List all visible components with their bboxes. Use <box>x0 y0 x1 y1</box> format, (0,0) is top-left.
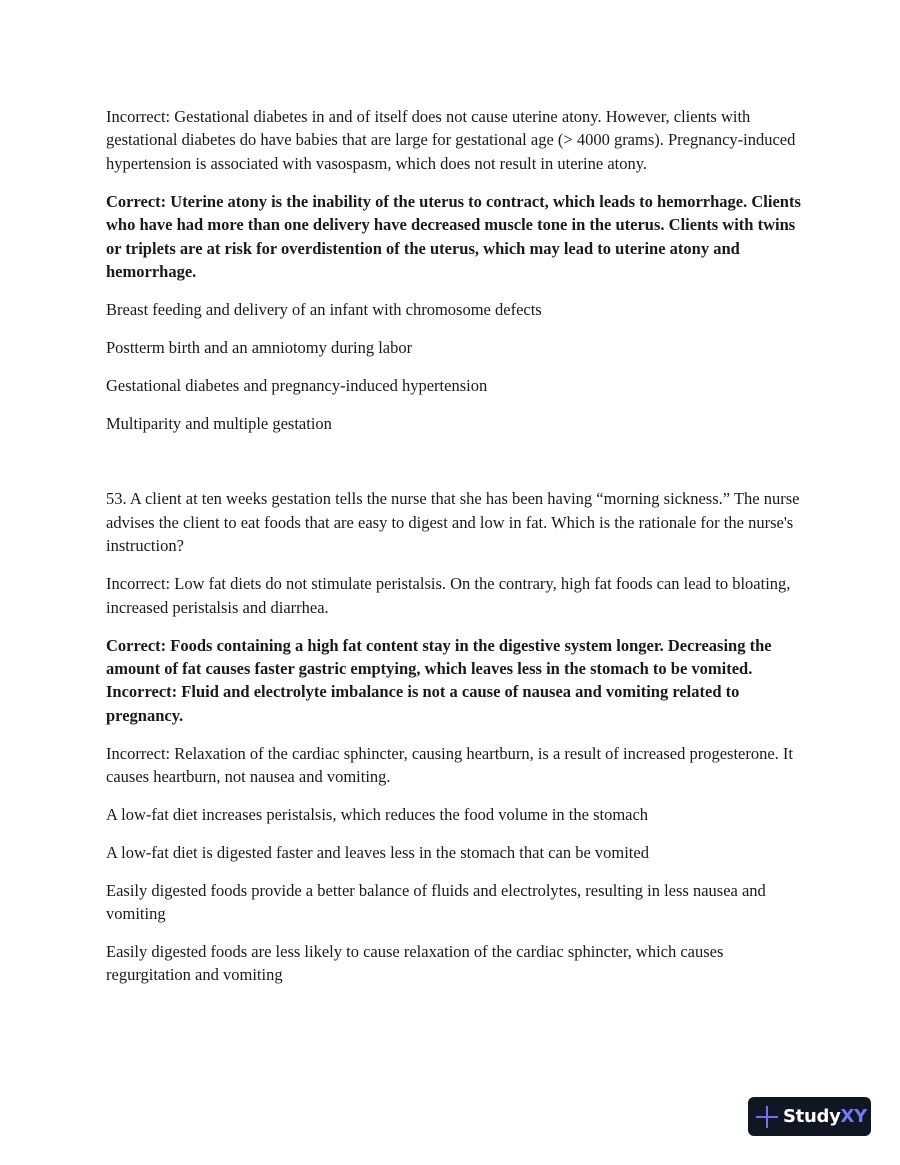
q52-option-3: Gestational diabetes and pregnancy-induced hypertension <box>106 375 488 395</box>
brand-name-part1: Study <box>783 1106 841 1127</box>
q53-option-1: A low-fat diet increases peristalsis, which reduces the food volume in the stomach <box>106 804 649 824</box>
brand-name-part2: XY <box>840 1106 867 1127</box>
q53-explanation-incorrect-1: Incorrect: Low fat diets do not stimulate peristalsis. On the contrary, high fat foods can lead to bloating, increased peristalsis and diarrhea. <box>106 574 791 617</box>
document-page <box>106 105 806 1001</box>
section-spacer <box>106 449 806 487</box>
q53-explanation-correct: Correct: Foods containing a high fat content stay in the digestive system longer. Decreasing the amount of fat causes faster gastric emptying, which leaves less in the stomach to be vomited. Incorrect: Fluid and electrolyte imbalance is not a cause of nausea and vomiting related to pregnancy. <box>106 635 772 725</box>
q52-option-2: Postterm birth and an amniotomy during labor <box>106 337 413 357</box>
plus-icon <box>756 1106 778 1128</box>
q53-question: 53. A client at ten weeks gestation tells the nurse that she has been having “morning sickness.” The nurse advises the client to eat foods that are easy to digest and low in fat. Which is the rationale for the nurse's instruction? <box>106 489 800 556</box>
q53-explanation-incorrect-2: Incorrect: Relaxation of the cardiac sphincter, causing heartburn, is a result of increased progesterone. It causes heartburn, not nausea and vomiting. <box>106 743 794 787</box>
q53-option-3: Easily digested foods provide a better balance of fluids and electrolytes, resulting in less nausea and vomiting <box>106 880 766 924</box>
brand-name <box>783 1106 867 1127</box>
q53-option-2: A low-fat diet is digested faster and leaves less in the stomach that can be vomited <box>106 842 649 862</box>
q53-option-4: Easily digested foods are less likely to cause relaxation of the cardiac sphincter, which causes regurgitation and vomiting <box>106 942 724 985</box>
q52-option-1: Breast feeding and delivery of an infant with chromosome defects <box>106 299 542 319</box>
q52-option-4: Multiparity and multiple gestation <box>106 413 332 433</box>
q52-explanation-incorrect: Incorrect: Gestational diabetes in and of itself does not cause uterine atony. However, clients with gestational diabetes do have babies that are large for gestational age (> 4000 grams). Pregnancy-induced hypertension is associated with vasospasm, which does not result in uterine atony. <box>106 107 796 173</box>
q52-explanation-correct: Correct: Uterine atony is the inability of the uterus to contract, which leads to hemorrhage. Clients who have had more than one delivery have decreased muscle tone in the uterus. Clients with twins or triplets are at risk for overdistention of the uterus, which may lead to uterine atony and hemorrhage. <box>106 191 801 281</box>
studyxy-logo-badge[interactable] <box>748 1097 871 1136</box>
